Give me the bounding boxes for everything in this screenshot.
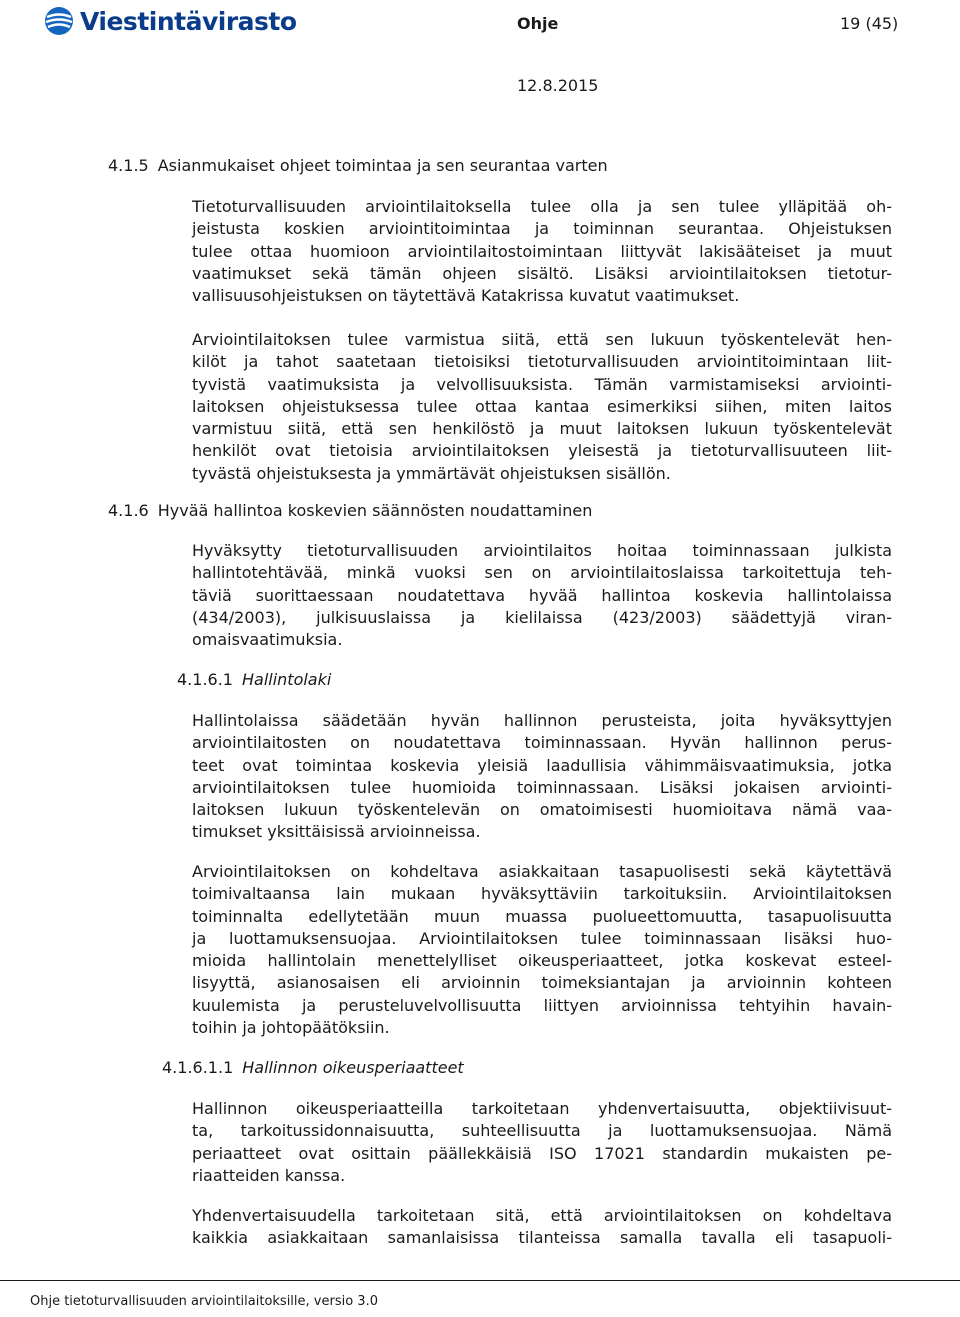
text-line: hallintotehtävää, minkä vuoksi sen on arviointilaitoslaissa tarkoitettuja teh- (192, 563, 892, 583)
section-heading-4-1-6-1-1 (162, 1057, 464, 1079)
text-line: Hallintolaissa säädetään hyvän hallinnon perusteista, joita hyväksyttyjen (192, 711, 892, 730)
logo-text: Viestintävirasto (80, 6, 297, 36)
text-line: toiminnalta edellytetään muun muassa puolueettomuutta, tasapuolisuutta (192, 906, 892, 926)
text-line: arviointilaitoksen tulee huomioida toiminnassaan. Lisäksi jokaisen arviointi- (192, 777, 892, 797)
viestintavirasto-logo-icon (44, 6, 74, 36)
section-heading-4-1-5 (108, 155, 608, 177)
text-line: kilöt ja tahot saatetaan tietoisiksi tietoturvallisuuden arviointitoimintaan liit- (192, 352, 892, 372)
text-line: (434/2003), julkisuuslaissa ja kielilaissa (423/2003) säädettyjä viran- (192, 607, 892, 627)
text-line: arviointilaitosten on noudatettava toiminnassaan. Hyvän hallinnon perus- (192, 733, 892, 753)
text-line: Tietoturvallisuuden arviointilaitoksella tulee olla ja sen tulee ylläpitää oh- (192, 197, 892, 216)
text-line: mioida hallintolain menettelylliset oikeusperiaatteet, jotka koskevat esteel- (192, 951, 892, 971)
text-line: jeistusta koskien arviointitoimintaa ja toiminnan seurantaa. Ohjeistuksen (192, 219, 892, 239)
document-type: Ohje (517, 14, 559, 33)
text-line: kaikkia asiakkaitaan samanlaisissa tilanteissa samalla tavalla eli tasapuoli- (192, 1228, 892, 1248)
text-line: Arviointilaitoksen on kohdeltava asiakkaitaan tasapuolisesti sekä käytettävä (192, 862, 892, 881)
text-line: toimivaltaansa lain mukaan hyväksyttäviin tarkoituksiin. Arviointilaitoksen (192, 884, 892, 904)
section-heading-4-1-6-1 (177, 669, 331, 691)
section-number: 4.1.6.1.1 (162, 1058, 234, 1077)
footer-divider (0, 1280, 960, 1281)
logo (44, 4, 297, 38)
document-date: 12.8.2015 (517, 76, 599, 95)
text-line: henkilöt ovat tietoisia arviointilaitoksen yleisestä ja tietoturvallisuuteen liit- (192, 441, 892, 461)
text-line: täviä suorittaessaan noudatettava hyvää hallintoa koskevia hallintolaissa (192, 585, 892, 605)
paragraph (192, 540, 892, 651)
text-line: Hyväksytty tietoturvallisuuden arviointilaitos hoitaa toiminnassaan julkista (192, 541, 892, 560)
section-title: Hallinnon oikeusperiaatteet (242, 1058, 464, 1077)
text-line: vaatimukset sekä tämän ohjeen sisältö. Lisäksi arviointilaitoksen tietotur- (192, 263, 892, 283)
section-title: Hyvää hallintoa koskevien säännösten noudattaminen (157, 501, 593, 520)
text-line: toihin ja johtopäätöksiin. (192, 1018, 390, 1038)
text-line: ta, tarkoitussidonnaisuutta, suhteellisuutta ja luottamuksensuojaa. Nämä (192, 1121, 892, 1141)
paragraph (192, 196, 892, 307)
text-line: Yhdenvertaisuudella tarkoitetaan sitä, että arviointilaitoksen on kohdeltava (192, 1206, 892, 1225)
text-line: tyvistä vaatimuksista ja velvollisuuksista. Tämän varmistamiseksi arviointi- (192, 374, 892, 394)
text-line: riaatteiden kanssa. (192, 1165, 346, 1185)
section-title: Asianmukaiset ohjeet toimintaa ja sen seurantaa varten (157, 156, 608, 175)
section-number: 4.1.5 (108, 156, 149, 175)
paragraph (192, 1098, 892, 1187)
text-line: tulee ottaa huomioon arviointilaitostoimintaan liittyvät lakisääteiset ja muut (192, 241, 892, 261)
footer-text: Ohje tietoturvallisuuden arviointilaitoksille, versio 3.0 (30, 1294, 378, 1309)
text-line: laitoksen lukuun työskentelevän on omatoimisesti huomioitava nämä vaa- (192, 800, 892, 820)
text-line: Hallinnon oikeusperiaatteilla tarkoitetaan yhdenvertaisuutta, objektiivisuut- (192, 1099, 892, 1118)
section-number: 4.1.6 (108, 501, 149, 520)
text-line: laitoksen ohjeistuksessa tulee ottaa kantaa esimerkiksi siihen, miten laitos (192, 396, 892, 416)
text-line: teet ovat toimintaa koskevia yleisiä laadullisia vähimmäisvaatimuksia, jotka (192, 755, 892, 775)
paragraph (192, 710, 892, 844)
text-line: lisyyttä, asianosaisen eli arvioinnin toimeksiantajan ja arvioinnin kohteen (192, 973, 892, 993)
text-line: ja luottamuksensuojaa. Arviointilaitoksen tulee toiminnassaan lisäksi huo- (192, 928, 892, 948)
text-line: vallisuusohjeistuksen on täytettävä Katakrissa kuvatut vaatimukset. (192, 286, 740, 306)
text-line: Arviointilaitoksen tulee varmistua siitä, että sen lukuun työskentelevät hen- (192, 330, 892, 349)
paragraph (192, 1205, 892, 1250)
section-heading-4-1-6 (108, 500, 592, 522)
paragraph (192, 861, 892, 1039)
text-line: varmistuu siitä, että sen henkilöstö ja muut laitoksen lukuun työskentelevät (192, 419, 892, 439)
text-line: timukset yksittäisissä arvioinneissa. (192, 822, 481, 842)
text-line: kuulemista ja perusteluvelvollisuutta liittyen arvioinnissa tehtyihin havain- (192, 995, 892, 1015)
text-line: periaatteet ovat osittain päällekkäisiä ISO 17021 standardin mukaisten pe- (192, 1143, 892, 1163)
page-number: 19 (45) (840, 14, 899, 33)
text-line: omaisvaatimuksia. (192, 630, 343, 650)
section-number: 4.1.6.1 (177, 670, 233, 689)
paragraph (192, 329, 892, 485)
text-line: tyvästä ohjeistuksesta ja ymmärtävät ohjeistuksen sisällön. (192, 463, 671, 483)
section-title: Hallintolaki (241, 670, 332, 689)
